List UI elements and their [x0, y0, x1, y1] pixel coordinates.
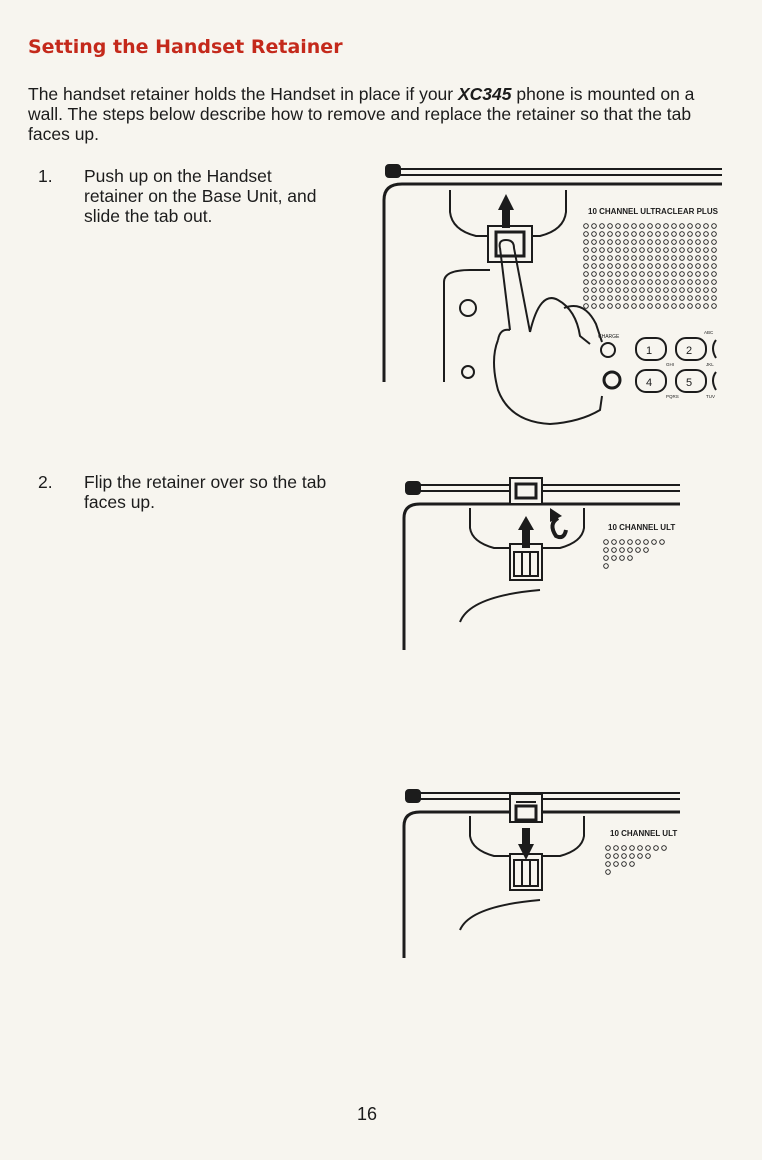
key-2: 2 [686, 345, 693, 357]
key-1: 1 [646, 345, 653, 357]
charge-label: CHARGE [598, 334, 620, 340]
key-5: 5 [686, 377, 693, 389]
model-number: XC345 [457, 84, 512, 104]
key-sublabel: PQRS [666, 394, 679, 399]
intro-text-before: The handset retainer holds the Handset in place if your [28, 84, 458, 104]
step-text: Flip the retainer over so the tab faces up. [84, 472, 327, 512]
step-number: 1. [38, 166, 53, 186]
key-sublabel: TUV [706, 394, 715, 399]
key-sublabel: ABC [704, 330, 714, 335]
section-title: Setting the Handset Retainer [28, 36, 343, 58]
key-4: 4 [646, 377, 653, 389]
illustration-flip-retainer [400, 472, 680, 652]
intro-paragraph [28, 84, 728, 144]
key-sublabel: JKL [706, 362, 714, 367]
illustration-replace-retainer [400, 784, 680, 960]
base-brand-label: 10 CHANNEL ULT [608, 523, 676, 532]
base-brand-label: 10 CHANNEL ULTRACLEAR PLUS [588, 207, 718, 216]
page-number: 16 [356, 1104, 378, 1124]
intro-text-after: phone is mounted on a wall. The steps below describe how to remove and replace the retainer so that the tab faces up. [28, 84, 695, 144]
illustration-push-retainer [380, 160, 722, 430]
base-brand-label: 10 CHANNEL ULT [610, 829, 678, 838]
step-number: 2. [38, 472, 53, 492]
key-sublabel: GHI [666, 362, 675, 367]
step-text: Push up on the Handset retainer on the Base Unit, and slide the tab out. [84, 166, 317, 226]
